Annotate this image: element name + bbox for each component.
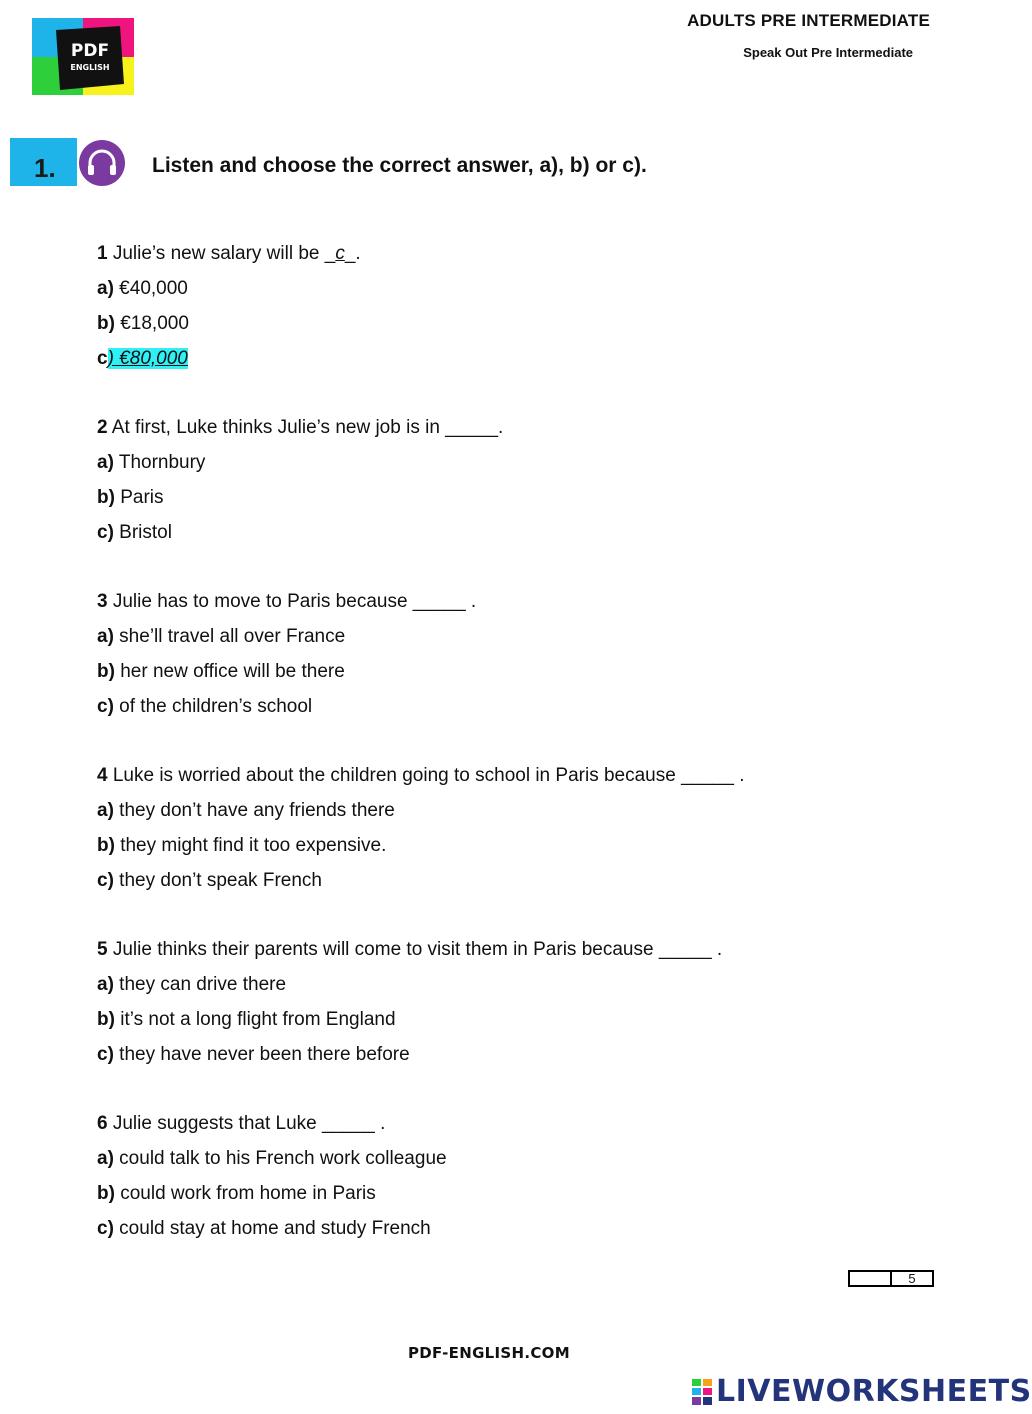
- answer-blank[interactable]: _____: [322, 1113, 375, 1134]
- blank-answer: c: [335, 243, 345, 264]
- option-a[interactable]: a) they don’t have any friends there: [97, 800, 395, 821]
- option-a[interactable]: a) they can drive there: [97, 974, 287, 995]
- liveworksheets-icon: [692, 1379, 712, 1405]
- exercise-number-badge: [10, 138, 77, 186]
- question-stem: 3 Julie has to move to Paris because _____ .: [97, 584, 917, 619]
- option-c[interactable]: c) they don’t speak French: [97, 870, 322, 891]
- question-stem: 6 Julie suggests that Luke _____ .: [97, 1106, 917, 1141]
- option-b[interactable]: b) they might find it too expensive.: [97, 835, 387, 856]
- liveworksheets-wordmark: LIVEWORKSHEETS: [716, 1374, 1032, 1409]
- question-number: 6: [97, 1113, 108, 1134]
- question-5: [97, 932, 917, 1072]
- exercise-number: 1.: [34, 153, 56, 183]
- score-total: 5: [892, 1270, 934, 1287]
- question-stem: 2 At first, Luke thinks Julie’s new job is in _____.: [97, 410, 917, 445]
- logo-text-english: ENGLISH: [70, 63, 110, 72]
- question-list: [97, 236, 917, 1280]
- footer-site: PDF-ENGLISH.COM: [408, 1344, 570, 1362]
- option-b[interactable]: b) her new office will be there: [97, 661, 345, 682]
- option-a[interactable]: a) could talk to his French work colleague: [97, 1148, 447, 1169]
- question-text: Julie’s new salary will be: [107, 243, 325, 264]
- question-6: [97, 1106, 917, 1246]
- headphones-icon[interactable]: [78, 139, 126, 187]
- header-level: ADULTS PRE INTERMEDIATE: [687, 11, 930, 30]
- question-number: 1: [97, 243, 108, 264]
- logo-text-pdf: PDF: [70, 41, 110, 61]
- header-book: Speak Out Pre Intermediate: [743, 45, 913, 60]
- answer-blank[interactable]: _c_: [324, 243, 356, 264]
- question-text: Julie thinks their parents will come to visit them in Paris because: [107, 939, 659, 960]
- question-number: 2: [97, 417, 108, 438]
- question-number: 3: [97, 591, 108, 612]
- answer-blank[interactable]: _____: [412, 591, 466, 612]
- option-a[interactable]: a) Thornbury: [97, 452, 206, 473]
- option-b[interactable]: b) Paris: [97, 487, 164, 508]
- option-a[interactable]: a) she’ll travel all over France: [97, 626, 346, 647]
- option-c[interactable]: c) Bristol: [97, 522, 172, 543]
- option-a[interactable]: a) €40,000: [97, 278, 188, 299]
- option-c[interactable]: c) they have never been there before: [97, 1044, 410, 1065]
- question-text: Luke is worried about the children going to school in Paris because: [107, 765, 682, 786]
- question-stem: 1 Julie’s new salary will be _c_.: [97, 236, 917, 271]
- question-text: Julie has to move to Paris because: [107, 591, 413, 612]
- question-stem: 4 Luke is worried about the children going to school in Paris because _____ .: [97, 758, 917, 793]
- score-box: [848, 1270, 934, 1287]
- option-b[interactable]: b) €18,000: [97, 313, 189, 334]
- answer-blank[interactable]: _____: [681, 765, 734, 786]
- option-b[interactable]: b) it’s not a long flight from England: [97, 1009, 396, 1030]
- answer-blank[interactable]: _____: [658, 939, 712, 960]
- question-2: [97, 410, 917, 550]
- selected-option-highlight: ) €80,000: [107, 348, 188, 369]
- option-c[interactable]: c) could stay at home and study French: [97, 1218, 431, 1239]
- question-number: 4: [97, 765, 108, 786]
- exercise-instruction: Listen and choose the correct answer, a), b) or c).: [152, 154, 647, 177]
- question-3: [97, 584, 917, 724]
- question-number: 5: [97, 939, 108, 960]
- option-c[interactable]: c) €80,000: [97, 348, 188, 369]
- question-text: Julie suggests that Luke: [107, 1113, 322, 1134]
- pdf-english-logo: [32, 18, 134, 95]
- liveworksheets-brand: [692, 1374, 1032, 1409]
- question-1: [97, 236, 917, 376]
- question-text: At first, Luke thinks Julie’s new job is in: [107, 417, 446, 438]
- question-4: [97, 758, 917, 898]
- score-earned: [848, 1270, 892, 1287]
- answer-blank[interactable]: _____: [445, 417, 499, 438]
- option-b[interactable]: b) could work from home in Paris: [97, 1183, 376, 1204]
- option-c[interactable]: c) of the children’s school: [97, 696, 313, 717]
- question-stem: 5 Julie thinks their parents will come to visit them in Paris because _____ .: [97, 932, 917, 967]
